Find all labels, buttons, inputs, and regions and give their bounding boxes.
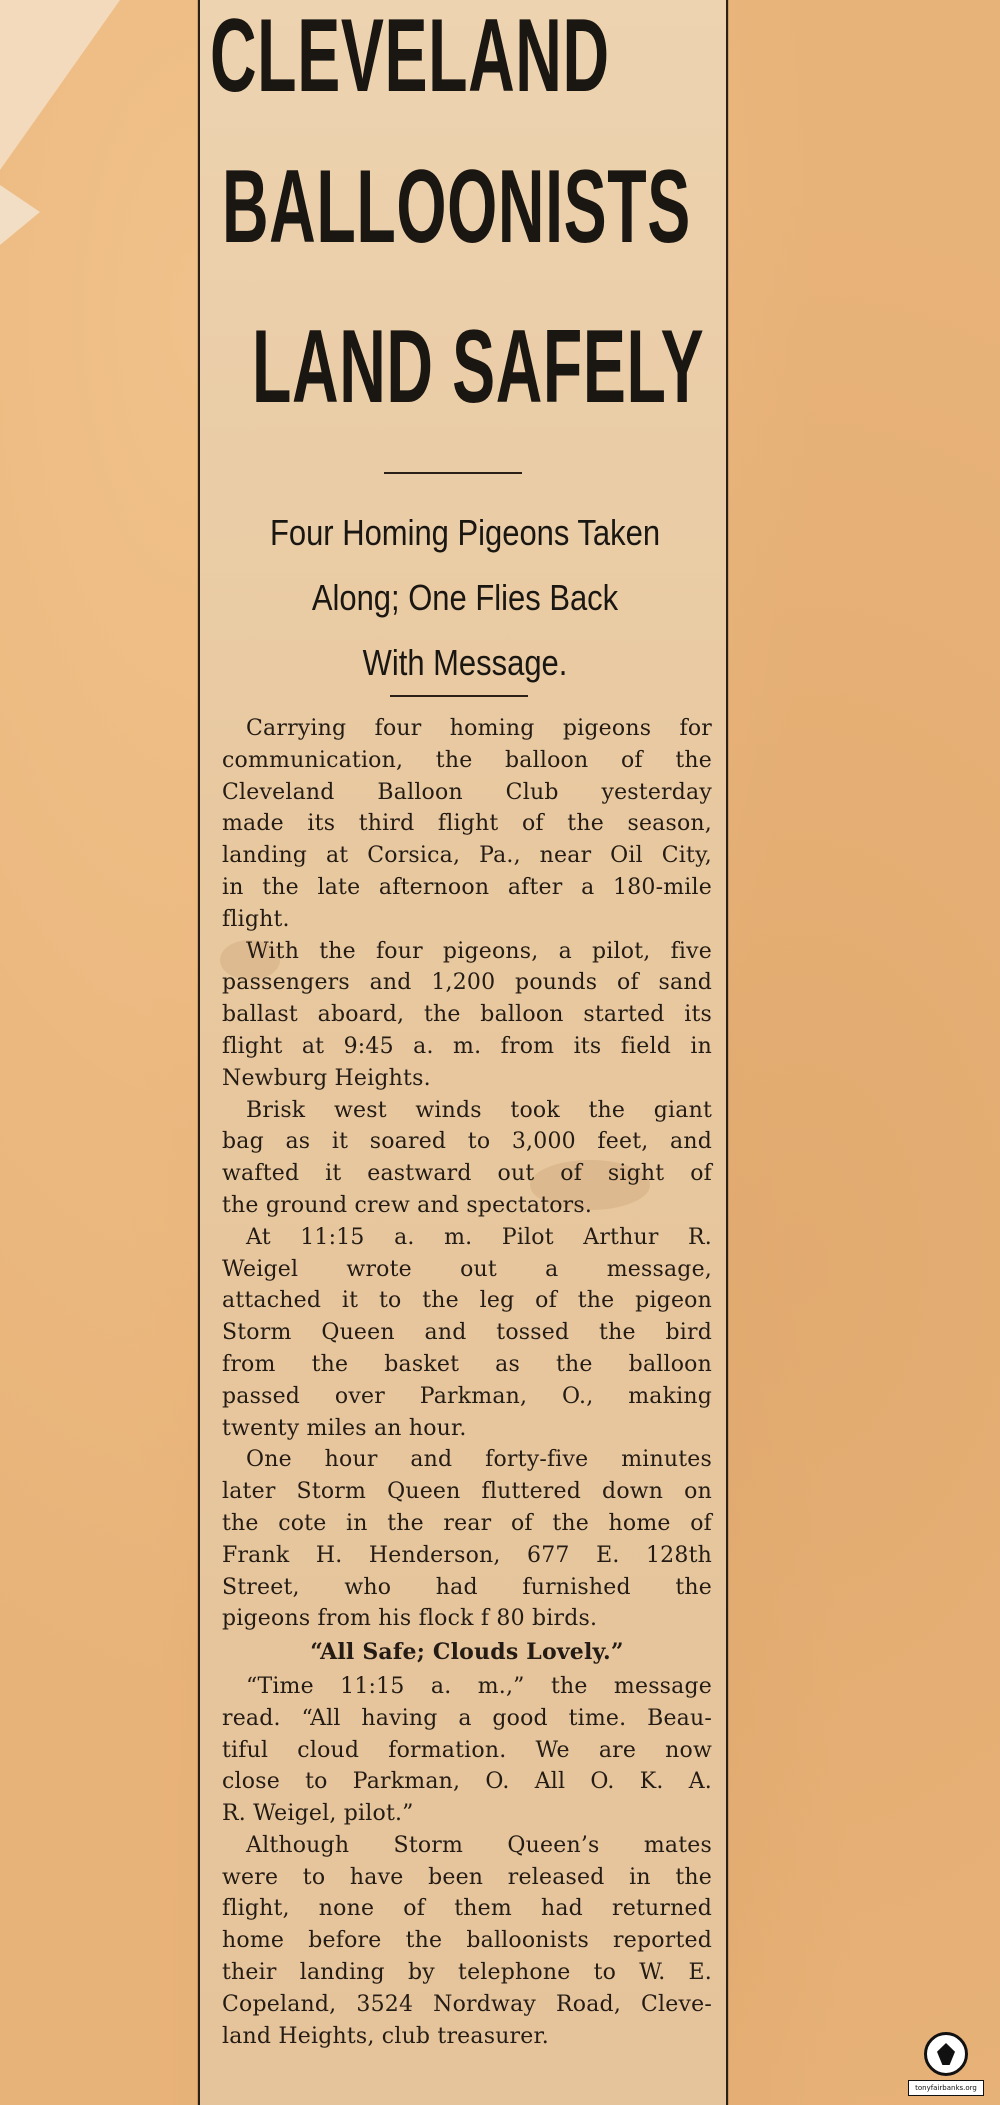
text-line: their landing by telephone to W. E. xyxy=(222,1960,712,1986)
text-line: tiful cloud formation. We are now xyxy=(222,1737,712,1763)
balloon-icon xyxy=(924,2032,968,2076)
headline-line-1: CLEVELAND xyxy=(210,0,610,114)
subheadline-line-1: Four Homing Pigeons Taken xyxy=(269,512,661,553)
text-line: home before the balloonists reported xyxy=(222,1928,712,1954)
text-line: read. “All having a good time. Beau- xyxy=(222,1705,712,1731)
text-line: “Time 11:15 a. m.,” the message xyxy=(246,1673,712,1699)
subheadline-line-2: Along; One Flies Back xyxy=(311,577,619,618)
text-line: land Heights, club treasurer. xyxy=(222,2023,549,2049)
article-paragraph xyxy=(222,713,712,936)
text-line: Carrying four homing pigeons for xyxy=(246,716,712,741)
text-line: landing at Corsica, Pa., near Oil City, xyxy=(222,843,712,869)
text-line: in the late afternoon after a 180-mile xyxy=(222,874,712,900)
text-line: later Storm Queen fluttered down on xyxy=(222,1479,712,1505)
text-line: R. Weigel, pilot.” xyxy=(222,1801,414,1827)
text-line: Newburg Heights. xyxy=(222,1065,431,1091)
text-line: flight, none of them had returned xyxy=(222,1896,712,1922)
article-paragraph xyxy=(222,1222,712,1445)
text-line: With the four pigeons, a pilot, five xyxy=(246,938,712,964)
torn-paper-edge xyxy=(0,185,40,245)
section-subtitle: “All Safe; Clouds Lovely.” xyxy=(310,1639,624,1666)
text-line: Frank H. Henderson, 677 E. 128th xyxy=(222,1542,712,1568)
text-line: twenty miles an hour. xyxy=(222,1415,467,1441)
subheadline-line-3: With Message. xyxy=(362,642,568,683)
text-line: flight. xyxy=(222,906,290,932)
headline-line-2: BALLOONISTS xyxy=(222,149,691,265)
text-line: flight at 9:45 a. m. from its field in xyxy=(222,1033,712,1059)
text-line: close to Parkman, O. All O. K. A. xyxy=(222,1769,712,1795)
article-paragraph xyxy=(222,1095,712,1222)
article-paragraph xyxy=(222,1830,712,2053)
text-line: Storm Queen and tossed the bird xyxy=(222,1320,712,1346)
text-line: pigeons from his flock f 80 birds. xyxy=(222,1606,598,1632)
text-line: Street, who had furnished the xyxy=(222,1574,712,1600)
torn-paper-corner xyxy=(0,0,120,170)
article-paragraph xyxy=(222,1444,712,1635)
article-paragraph xyxy=(222,936,712,1095)
text-line: wafted it eastward out of sight of xyxy=(222,1161,712,1187)
article-paragraph xyxy=(222,1671,712,1830)
watermark-text: tonyfairbanks.org xyxy=(908,2080,984,2096)
text-line: from the basket as the balloon xyxy=(222,1351,712,1377)
article-body xyxy=(222,713,712,2052)
text-line: At 11:15 a. m. Pilot Arthur R. xyxy=(246,1224,712,1250)
text-line: Brisk west winds took the giant xyxy=(246,1097,712,1123)
text-line: passed over Parkman, O., making xyxy=(222,1383,712,1409)
text-line: One hour and forty-five minutes xyxy=(246,1447,712,1473)
watermark-logo xyxy=(908,2030,984,2098)
newspaper-clipping xyxy=(198,0,728,2105)
text-line: Although Storm Queen’s mates xyxy=(246,1832,712,1858)
divider-rule xyxy=(384,472,522,474)
text-line: made its third flight of the season, xyxy=(222,811,712,837)
headline-line-3: LAND SAFELY xyxy=(252,309,705,425)
text-line: communication, the balloon of the xyxy=(222,747,712,773)
text-line: bag as it soared to 3,000 feet, and xyxy=(222,1129,712,1155)
text-line: Weigel wrote out a message, xyxy=(222,1256,712,1282)
text-line: Copeland, 3524 Nordway Road, Cleve- xyxy=(222,1991,712,2017)
text-line: passengers and 1,200 pounds of sand xyxy=(222,970,712,996)
text-line: the cote in the rear of the home of xyxy=(222,1510,712,1536)
divider-rule xyxy=(390,695,528,697)
text-line: were to have been released in the xyxy=(222,1864,712,1890)
text-line: attached it to the leg of the pigeon xyxy=(222,1288,712,1314)
subheadline xyxy=(246,500,685,695)
text-line: Cleveland Balloon Club yesterday xyxy=(222,779,712,805)
text-line: ballast aboard, the balloon started its xyxy=(222,1002,712,1028)
text-line: the ground crew and spectators. xyxy=(222,1192,593,1218)
